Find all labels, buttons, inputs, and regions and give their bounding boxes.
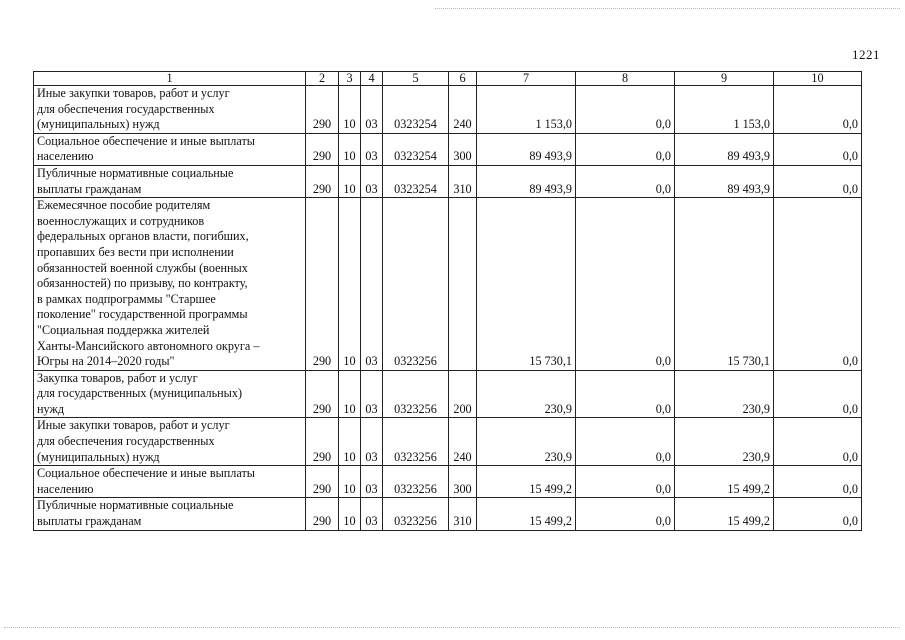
cell-col-10: 0,0 [774, 370, 862, 418]
cell-col-9: 15 499,2 [675, 498, 774, 530]
row-name: Иные закупки товаров, работ и услуг для обеспечения государственных (муниципальных) нужд [34, 86, 306, 134]
column-header-7: 7 [477, 72, 576, 86]
cell-col-4: 03 [361, 418, 383, 466]
cell-col-4: 03 [361, 165, 383, 197]
cell-col-2: 290 [306, 133, 339, 165]
cell-col-3: 10 [339, 466, 361, 498]
cell-col-3: 10 [339, 133, 361, 165]
cell-col-7: 230,9 [477, 370, 576, 418]
cell-col-9: 230,9 [675, 370, 774, 418]
cell-col-9: 15 730,1 [675, 198, 774, 371]
cell-col-5: 0323256 [383, 198, 449, 371]
cell-col-2: 290 [306, 165, 339, 197]
column-header-2: 2 [306, 72, 339, 86]
table-row [34, 370, 862, 418]
cell-col-6: 310 [449, 165, 477, 197]
cell-col-8: 0,0 [576, 86, 675, 134]
cell-col-5: 0323254 [383, 86, 449, 134]
column-header-10: 10 [774, 72, 862, 86]
cell-col-6: 300 [449, 466, 477, 498]
row-name: Социальное обеспечение и иные выплаты населению [34, 133, 306, 165]
cell-col-10: 0,0 [774, 418, 862, 466]
cell-col-8: 0,0 [576, 466, 675, 498]
page-number: 1221 [852, 47, 880, 62]
cell-col-9: 15 499,2 [675, 466, 774, 498]
cell-col-5: 0323254 [383, 133, 449, 165]
cell-col-7: 1 153,0 [477, 86, 576, 134]
cell-col-10: 0,0 [774, 466, 862, 498]
cell-col-9: 89 493,9 [675, 165, 774, 197]
cell-col-9: 1 153,0 [675, 86, 774, 134]
cell-col-5: 0323256 [383, 498, 449, 530]
table-row [34, 165, 862, 197]
cell-col-10: 0,0 [774, 498, 862, 530]
cell-col-4: 03 [361, 133, 383, 165]
row-name: Закупка товаров, работ и услуг для государственных (муниципальных) нужд [34, 370, 306, 418]
scan-artifact-top [435, 8, 900, 9]
row-name: Публичные нормативные социальные выплаты гражданам [34, 165, 306, 197]
column-header-8: 8 [576, 72, 675, 86]
cell-col-10: 0,0 [774, 86, 862, 134]
table-header-row [34, 72, 862, 86]
cell-col-10: 0,0 [774, 198, 862, 371]
row-name: Публичные нормативные социальные выплаты гражданам [34, 498, 306, 530]
cell-col-2: 290 [306, 370, 339, 418]
cell-col-2: 290 [306, 466, 339, 498]
cell-col-3: 10 [339, 86, 361, 134]
cell-col-3: 10 [339, 418, 361, 466]
cell-col-5: 0323256 [383, 466, 449, 498]
table-row [34, 498, 862, 530]
column-header-1: 1 [34, 72, 306, 86]
cell-col-7: 15 499,2 [477, 466, 576, 498]
cell-col-4: 03 [361, 370, 383, 418]
cell-col-3: 10 [339, 370, 361, 418]
cell-col-5: 0323256 [383, 370, 449, 418]
cell-col-9: 230,9 [675, 418, 774, 466]
cell-col-7: 89 493,9 [477, 133, 576, 165]
row-name: Социальное обеспечение и иные выплаты населению [34, 466, 306, 498]
table-row [34, 466, 862, 498]
row-name: Иные закупки товаров, работ и услуг для обеспечения государственных (муниципальных) нужд [34, 418, 306, 466]
table-row [34, 418, 862, 466]
cell-col-2: 290 [306, 198, 339, 371]
cell-col-4: 03 [361, 86, 383, 134]
column-header-4: 4 [361, 72, 383, 86]
cell-col-6: 300 [449, 133, 477, 165]
column-header-3: 3 [339, 72, 361, 86]
cell-col-6: 200 [449, 370, 477, 418]
cell-col-4: 03 [361, 466, 383, 498]
cell-col-8: 0,0 [576, 133, 675, 165]
cell-col-7: 230,9 [477, 418, 576, 466]
cell-col-9: 89 493,9 [675, 133, 774, 165]
cell-col-6: 310 [449, 498, 477, 530]
cell-col-8: 0,0 [576, 370, 675, 418]
budget-table [33, 71, 862, 531]
cell-col-6: 240 [449, 86, 477, 134]
column-header-9: 9 [675, 72, 774, 86]
cell-col-3: 10 [339, 498, 361, 530]
cell-col-7: 89 493,9 [477, 165, 576, 197]
cell-col-5: 0323254 [383, 165, 449, 197]
cell-col-3: 10 [339, 198, 361, 371]
column-header-6: 6 [449, 72, 477, 86]
cell-col-6: 240 [449, 418, 477, 466]
scan-artifact-bottom [4, 627, 900, 628]
table-row [34, 133, 862, 165]
cell-col-10: 0,0 [774, 133, 862, 165]
cell-col-8: 0,0 [576, 498, 675, 530]
row-name: Ежемесячное пособие родителям военнослужащих и сотрудников федеральных органов власти, погибших, пропавших без вести при исполнении обязанностей военной службы (военных обязанностей) по призыву, по контракту, в рамках подпрограммы "Старшее поколение" государственной программы "Социальная поддержка жителей Ханты-Мансийского автономного округа – Югры на 2014–2020 годы" [34, 198, 306, 371]
column-header-5: 5 [383, 72, 449, 86]
cell-col-7: 15 499,2 [477, 498, 576, 530]
cell-col-2: 290 [306, 418, 339, 466]
cell-col-10: 0,0 [774, 165, 862, 197]
cell-col-4: 03 [361, 198, 383, 371]
cell-col-8: 0,0 [576, 418, 675, 466]
cell-col-2: 290 [306, 498, 339, 530]
cell-col-8: 0,0 [576, 198, 675, 371]
cell-col-7: 15 730,1 [477, 198, 576, 371]
cell-col-5: 0323256 [383, 418, 449, 466]
cell-col-8: 0,0 [576, 165, 675, 197]
table-row [34, 86, 862, 134]
cell-col-3: 10 [339, 165, 361, 197]
cell-col-2: 290 [306, 86, 339, 134]
cell-col-4: 03 [361, 498, 383, 530]
table-row [34, 198, 862, 371]
cell-col-6 [449, 198, 477, 371]
